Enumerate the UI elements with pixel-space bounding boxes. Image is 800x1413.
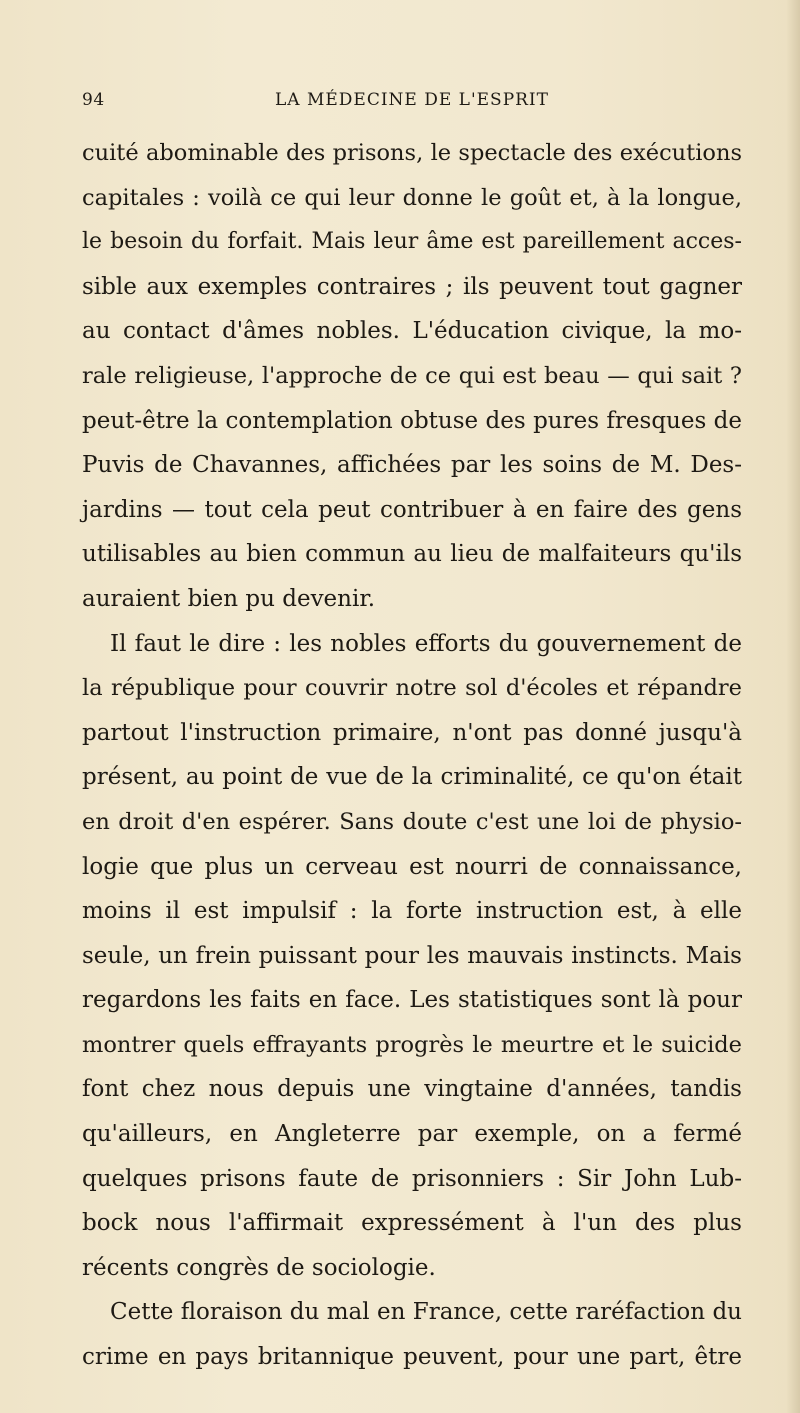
page-edge-shadow bbox=[786, 0, 800, 1413]
text-line: au contact d'âmes nobles. L'éducation civique, la mo- bbox=[82, 318, 742, 345]
text-line: capitales : voilà ce qui leur donne le goût et, à la longue, bbox=[82, 184, 742, 211]
text-line: en droit d'en espérer. Sans doute c'est une loi de physio- bbox=[82, 808, 742, 835]
text-line: bock nous l'affirmait expressément à l'un des plus bbox=[82, 1210, 742, 1237]
paragraph-end-line: auraient bien pu devenir. bbox=[82, 585, 376, 612]
text-line: cuité abominable des prisons, le spectacle des exécutions bbox=[82, 140, 742, 166]
text-line: jardins — tout cela peut contribuer à en faire des gens bbox=[82, 496, 742, 523]
page-header bbox=[82, 90, 742, 118]
text-line: moins il est impulsif : la forte instruction est, à elle bbox=[82, 898, 742, 925]
text-line: partout l'instruction primaire, n'ont pas donné jusqu'à bbox=[82, 719, 742, 746]
text-line: qu'ailleurs, en Angleterre par exemple, on a fermé bbox=[82, 1121, 742, 1148]
text-line: seule, un frein puissant pour les mauvais instincts. Mais bbox=[82, 942, 742, 969]
text-line: montrer quels effrayants progrès le meurtre et le suicide bbox=[82, 1031, 742, 1058]
paragraph-start-line: Cette floraison du mal en France, cette raréfaction du bbox=[110, 1299, 742, 1326]
text-line: Puvis de Chavannes, affichées par les soins de M. Des- bbox=[82, 452, 742, 479]
page-number: 94 bbox=[82, 90, 105, 110]
text-line: présent, au point de vue de la criminalité, ce qu'on était bbox=[82, 764, 742, 791]
text-line: le besoin du forfait. Mais leur âme est pareillement acces- bbox=[82, 229, 742, 255]
running-title: LA MÉDECINE DE L'ESPRIT bbox=[275, 90, 549, 110]
text-line: regardons les faits en face. Les statistiques sont là pour bbox=[82, 987, 742, 1014]
text-line: rale religieuse, l'approche de ce qui est beau — qui sait ? bbox=[82, 362, 742, 389]
paragraph-end-line: récents congrès de sociologie. bbox=[82, 1254, 436, 1281]
text-line: sible aux exemples contraires ; ils peuvent tout gagner bbox=[82, 273, 742, 300]
text-line: font chez nous depuis une vingtaine d'années, tandis bbox=[82, 1076, 742, 1103]
body-text bbox=[82, 131, 742, 1380]
text-line: utilisables au bien commun au lieu de malfaiteurs qu'ils bbox=[82, 541, 742, 568]
text-line: crime en pays britannique peuvent, pour une part, être bbox=[82, 1344, 742, 1371]
text-line: logie que plus un cerveau est nourri de connaissance, bbox=[82, 853, 742, 880]
text-line: quelques prisons faute de prisonniers : Sir John Lub- bbox=[82, 1165, 742, 1192]
paragraph-start-line: Il faut le dire : les nobles efforts du gouvernement de bbox=[110, 630, 742, 657]
text-line: peut-être la contemplation obtuse des pures fresques de bbox=[82, 407, 742, 434]
text-line: la république pour couvrir notre sol d'écoles et répandre bbox=[82, 675, 742, 702]
